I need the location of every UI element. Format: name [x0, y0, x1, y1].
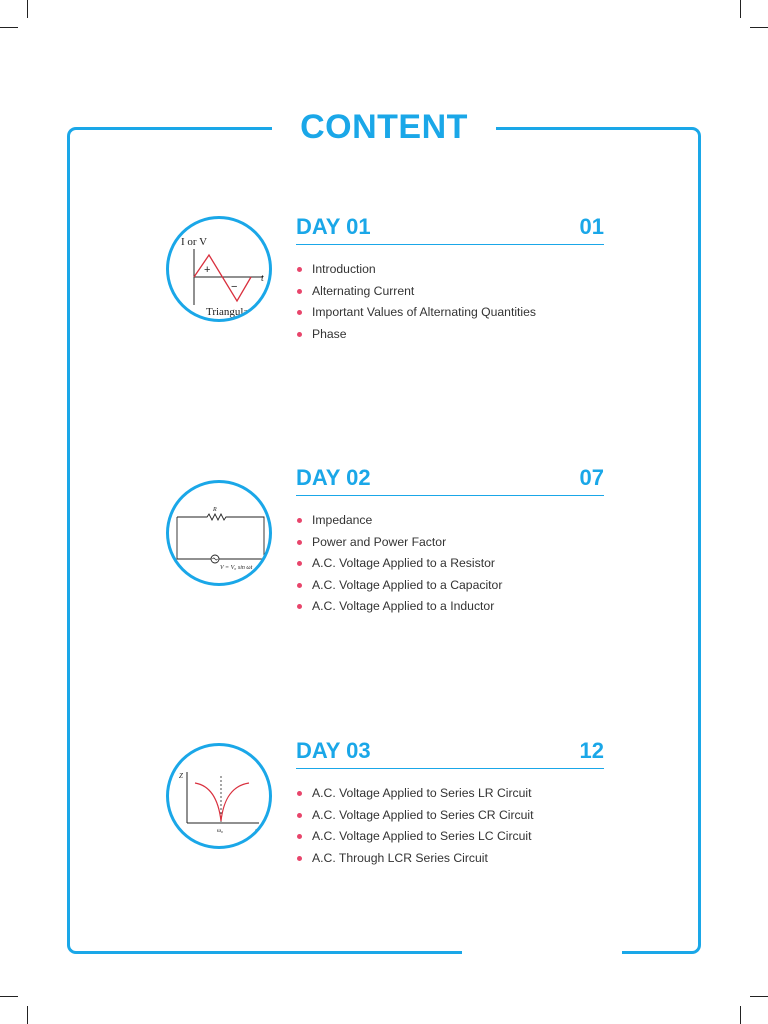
topic-item: A.C. Voltage Applied to Series LR Circuit: [296, 783, 604, 805]
resistor-label: R: [213, 507, 217, 513]
omega0-label: ω₀: [217, 828, 224, 834]
day-label: DAY 02: [296, 465, 371, 490]
crop-mark: [750, 27, 768, 28]
source-label: V = V₀ sin ωt: [220, 565, 253, 571]
topic-item: Introduction: [296, 259, 604, 281]
topic-item: Alternating Current: [296, 281, 604, 303]
crop-mark: [0, 996, 18, 997]
topic-item: Power and Power Factor: [296, 532, 604, 554]
frame-right: [698, 136, 701, 945]
topic-item: A.C. Through LCR Series Circuit: [296, 848, 604, 870]
plus-sign: +: [204, 264, 211, 276]
crop-mark: [27, 0, 28, 18]
crop-mark: [740, 1006, 741, 1024]
graph-caption: Triangular: [206, 306, 253, 318]
frame-bottom-left: [76, 951, 462, 954]
day-02-illustration: [166, 480, 272, 586]
circuit-wire: [177, 514, 264, 559]
z-label: Z: [179, 772, 183, 780]
topic-list: [296, 510, 604, 618]
t-label: t: [261, 273, 264, 284]
topic-list: [296, 259, 604, 345]
topic-item: Impedance: [296, 510, 604, 532]
crop-mark: [27, 1006, 28, 1024]
omega-label: ω: [255, 828, 259, 834]
day-header: [296, 465, 604, 496]
topic-item: A.C. Voltage Applied to a Inductor: [296, 596, 604, 618]
triangular-wave-graph: [169, 219, 269, 319]
crop-mark: [740, 0, 741, 18]
resistor-circuit-diagram: [169, 483, 269, 583]
impedance-curve: [195, 783, 249, 821]
day-page-number: 07: [579, 465, 604, 490]
impedance-resonance-graph: [169, 746, 269, 846]
day-03-illustration: [166, 743, 272, 849]
day-header: [296, 214, 604, 245]
topic-item: A.C. Voltage Applied to a Resistor: [296, 553, 604, 575]
topic-item: A.C. Voltage Applied to Series CR Circuit: [296, 805, 604, 827]
frame-bottom-right-corner: [688, 941, 701, 954]
topic-item: Important Values of Alternating Quantities: [296, 302, 604, 324]
day-header: [296, 738, 604, 769]
day-label: DAY 01: [296, 214, 371, 239]
day-01-section: [296, 214, 604, 345]
topic-item: A.C. Voltage Applied to a Capacitor: [296, 575, 604, 597]
day-page-number: 01: [579, 214, 604, 239]
day-03-section: [296, 738, 604, 869]
minus-sign: −: [231, 281, 238, 293]
topic-item: A.C. Voltage Applied to Series LC Circuit: [296, 826, 604, 848]
day-page-number: 12: [579, 738, 604, 763]
day-02-section: [296, 465, 604, 618]
page-title: CONTENT: [300, 108, 468, 146]
triangular-wave-curve: [194, 255, 251, 301]
frame-bottom-right: [622, 951, 692, 954]
day-label: DAY 03: [296, 738, 371, 763]
topic-item: Phase: [296, 324, 604, 346]
crop-mark: [0, 27, 18, 28]
axis-label: I or V: [181, 236, 208, 248]
frame-left: [67, 136, 70, 945]
day-01-illustration: [166, 216, 272, 322]
topic-list: [296, 783, 604, 869]
crop-mark: [750, 996, 768, 997]
